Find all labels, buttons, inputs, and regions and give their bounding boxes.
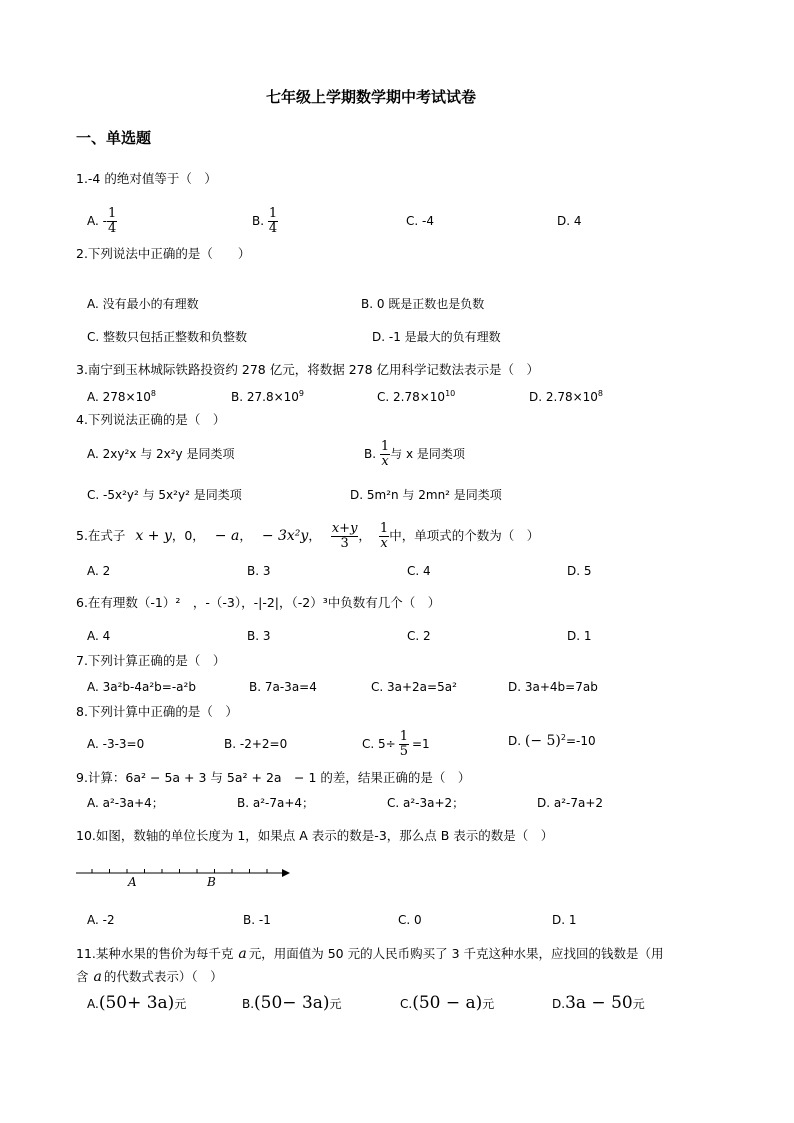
page-title: 七年级上学期数学期中考试试卷 (266, 88, 477, 106)
question-5-option-a: A. 2 (87, 564, 111, 578)
question-11-stem-line-2: 含 a 的代数式表示）（ ） (76, 969, 223, 985)
question-6-option-c: C. 2 (407, 629, 431, 643)
question-2-option-b: B. 0 既是正数也是负数 (361, 297, 485, 311)
question-10-option-b: B. -1 (243, 913, 271, 927)
question-4-option-a: A. 2xy²x 与 2x²y 是同类项 (87, 447, 235, 461)
question-11-option-b: B.(50− 3a)元 (242, 993, 342, 1013)
question-8-stem: 8.下列计算中正确的是（ ） (76, 704, 238, 719)
number-line-arrow (282, 869, 290, 877)
question-10-option-c: C. 0 (398, 913, 422, 927)
question-6-stem: 6.在有理数（-1）² ，-（-3），-|-2|，（-2）³中负数有几个（ ） (76, 595, 441, 610)
question-8-option-d: D. (− 5)$^2$=-10 (508, 733, 596, 749)
question-2-option-a: A. 没有最小的有理数 (87, 297, 199, 311)
question-9-option-c: C. a²-3a+2； (387, 796, 465, 810)
question-1-option-b: B. $\frac{1}{4}$ (252, 206, 278, 236)
question-7-option-d: D. 3a+4b=7ab (508, 680, 598, 694)
question-6-option-a: A. 4 (87, 629, 111, 643)
section-heading: 一、单选题 (76, 129, 152, 147)
question-8-option-a: A. -3-3=0 (87, 737, 145, 751)
question-5-stem: 5.在式子 x + y，0， − a， − 3x²y， $\frac{x+y}{3}$ ， $\frac{1}{x}$ 中，单项式的个数为（ ） (76, 521, 540, 551)
question-10-stem: 10.如图，数轴的单位长度为 1，如果点 A 表示的数是-3，那么点 B 表示的数是（ ） (76, 828, 554, 843)
question-5-option-b: B. 3 (247, 564, 271, 578)
question-3-option-c: C. $2.78\times 10^{10}$ (377, 389, 456, 404)
question-3-stem: 3.南宁到玉林城际铁路投资约 278 亿元，将数据 278 亿用科学记数法表示是（ ） (76, 362, 540, 377)
question-9-option-d: D. a²-7a+2 (537, 796, 604, 810)
question-11-option-d: D.3a − 50元 (552, 993, 645, 1013)
question-5-option-c: C. 4 (407, 564, 431, 578)
question-9-option-a: A. a²-3a+4； (87, 796, 164, 810)
question-10-option-d: D. 1 (552, 913, 577, 927)
question-3-option-d: D. $2.78\times 10^8$ (529, 389, 604, 404)
question-7-option-a: A. 3a²b-4a²b=-a²b (87, 680, 196, 694)
question-8-option-c: C. 5÷ $\frac{1}{5}$ =1 (362, 729, 430, 759)
question-11-option-c: C.(50 − a)元 (400, 993, 495, 1013)
question-7-option-b: B. 7a-3a=4 (249, 680, 317, 694)
question-11-stem-line-1: 11.某种水果的售价为每千克 a 元，用面值为 50 元的人民币购买了 3 千克这种水果，应找回的钱数是（用 (76, 946, 664, 962)
question-9-option-b: B. a²-7a+4； (237, 796, 315, 810)
question-1-option-d: D. 4 (557, 214, 582, 228)
number-line-figure (70, 860, 295, 892)
question-7-stem: 7.下列计算正确的是（ ） (76, 653, 226, 668)
question-6-option-d: D. 1 (567, 629, 592, 643)
question-11-option-a: A.(50+ 3a)元 (87, 993, 187, 1013)
question-4-option-d: D. 5m²n 与 2mn² 是同类项 (350, 488, 502, 502)
question-8-option-b: B. -2+2=0 (224, 737, 288, 751)
question-7-option-c: C. 3a+2a=5a² (371, 680, 457, 694)
question-4-option-b: B. $\frac{1}{x}$ 与 x 是同类项 (364, 439, 465, 469)
number-line-label-a: A (128, 875, 137, 889)
question-2-option-d: D. -1 是最大的负有理数 (372, 330, 501, 344)
question-6-option-b: B. 3 (247, 629, 271, 643)
question-4-option-c: C. -5x²y² 与 5x²y² 是同类项 (87, 488, 242, 502)
number-line-label-b: B (207, 875, 216, 889)
question-10-option-a: A. -2 (87, 913, 115, 927)
question-1-option-c: C. -4 (406, 214, 434, 228)
question-5-option-d: D. 5 (567, 564, 592, 578)
question-4-stem: 4.下列说法正确的是（ ） (76, 412, 226, 427)
question-1-option-a: A. - $\frac{1}{4}$ (87, 206, 117, 236)
question-2-stem: 2.下列说法中正确的是（ ） (76, 246, 251, 261)
question-1-stem: 1.-4 的绝对值等于（ ） (76, 171, 217, 186)
question-3-option-a: A. $278\times 10^8$ (87, 389, 156, 404)
question-2-option-c: C. 整数只包括正整数和负整数 (87, 330, 248, 344)
question-3-option-b: B. $27.8\times 10^9$ (231, 389, 304, 404)
question-9-stem: 9.计算：6a² − 5a + 3 与 5a² + 2a − 1 的差，结果正确的是（ ） (76, 770, 471, 785)
